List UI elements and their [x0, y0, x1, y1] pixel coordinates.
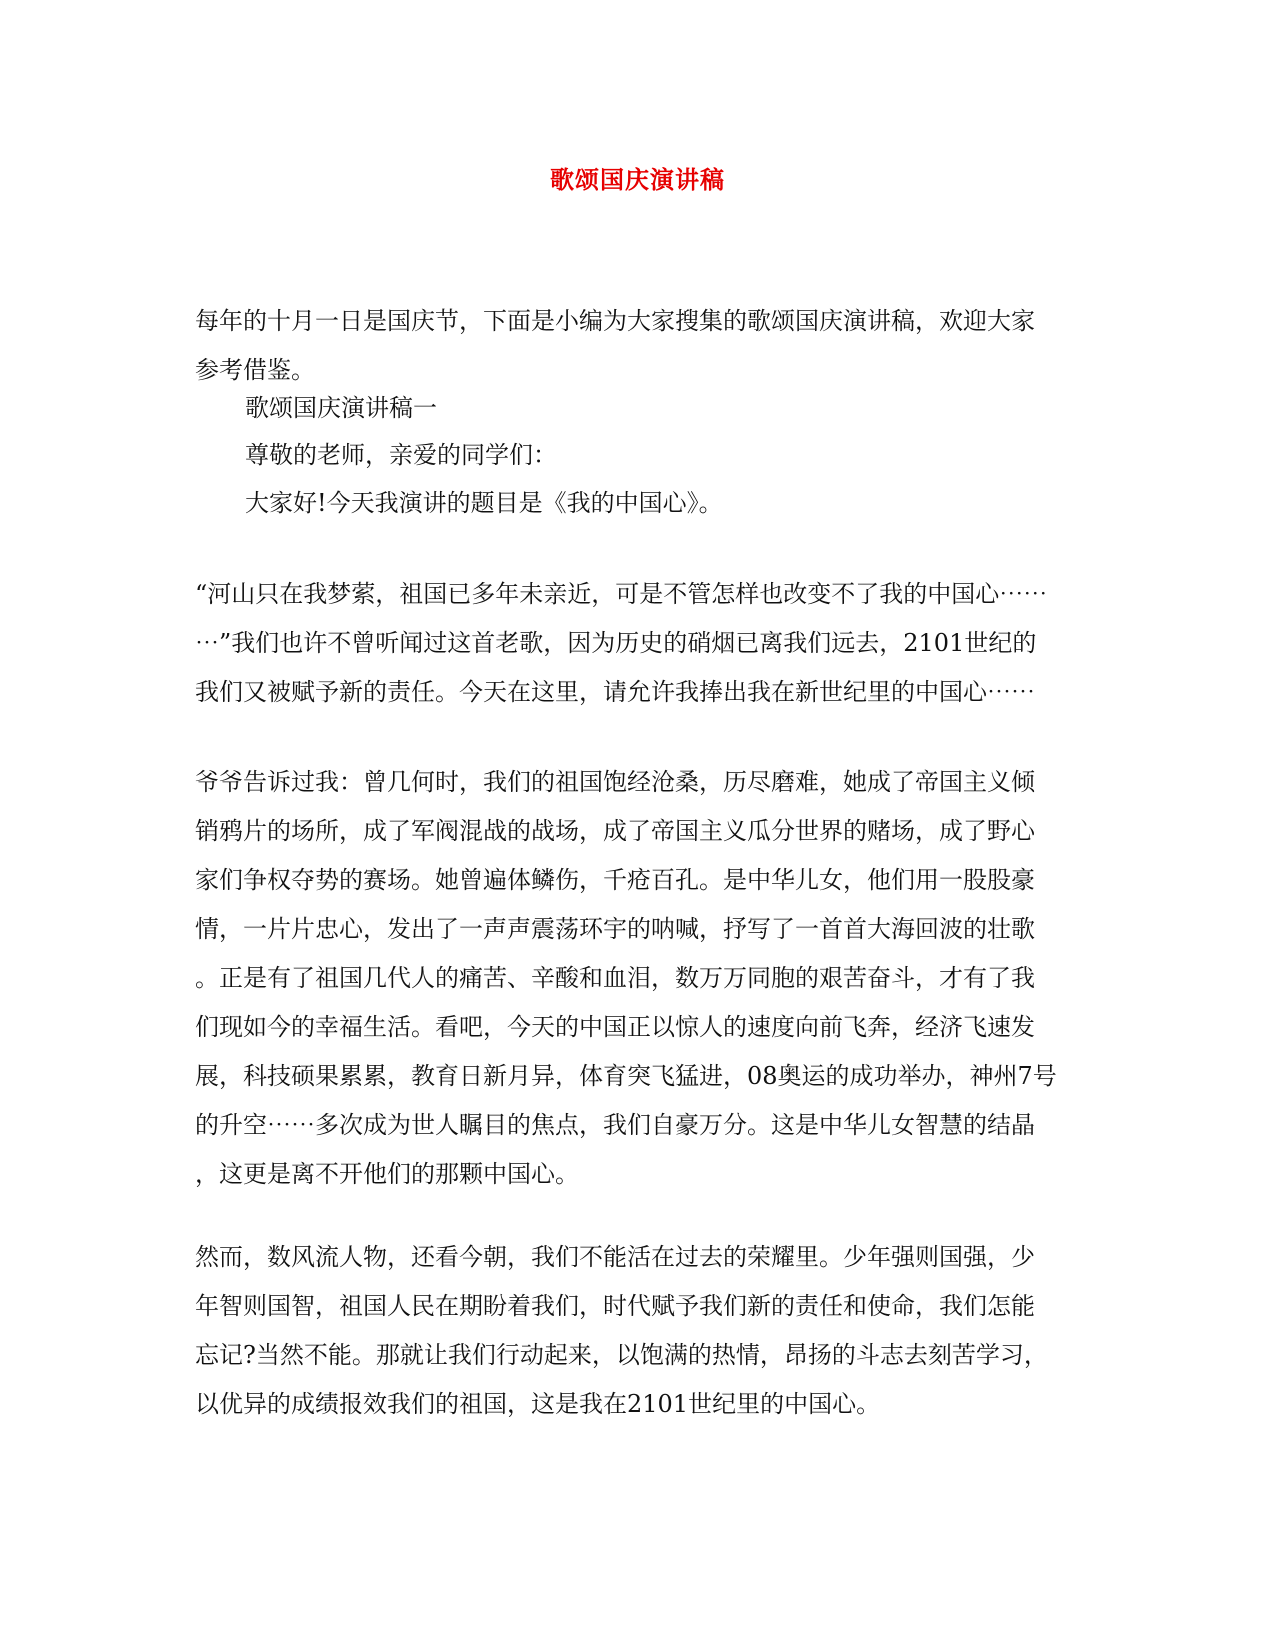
- document-title: 歌颂国庆演讲稿: [550, 165, 725, 194]
- paragraph-line: 家们争权夺势的赛场。她曾遍体鳞伤，千疮百孔。是中华儿女，他们用一股股豪: [195, 866, 1035, 894]
- intro-line: 参考借鉴。: [195, 356, 315, 384]
- paragraph-line: ⋯”我们也许不曾听闻过这首老歌，因为历史的硝烟已离我们远去，2101世纪的: [195, 629, 1037, 657]
- paragraph-line: 情，一片片忠心，发出了一声声震荡环宇的呐喊，抒写了一首首大海回波的壮歌: [195, 915, 1035, 943]
- paragraph-line: ，这更是离不开他们的那颗中国心。: [195, 1160, 579, 1188]
- paragraph-line: 忘记?当然不能。那就让我们行动起来，以饱满的热情，昂扬的斗志去刻苦学习，: [195, 1341, 1048, 1369]
- salutation: 尊敬的老师，亲爱的同学们：: [245, 441, 557, 469]
- paragraph-line: 销鸦片的场所，成了军阀混战的战场，成了帝国主义瓜分世界的赌场，成了野心: [195, 817, 1035, 845]
- paragraph-line: 我们又被赋予新的责任。今天在这里，请允许我捧出我在新世纪里的中国心⋯⋯: [195, 678, 1035, 706]
- greeting: 大家好!今天我演讲的题目是《我的中国心》。: [245, 489, 723, 517]
- paragraph-line: 然而，数风流人物，还看今朝，我们不能活在过去的荣耀里。少年强则国强，少: [195, 1243, 1035, 1271]
- body-paragraph-2: [195, 758, 1085, 1199]
- body-paragraph-1: [195, 570, 1085, 717]
- intro-line: 每年的十月一日是国庆节，下面是小编为大家搜集的歌颂国庆演讲稿，欢迎大家: [195, 307, 1035, 335]
- section-heading: 歌颂国庆演讲稿一: [245, 394, 437, 422]
- paragraph-line: 爷爷告诉过我：曾几何时，我们的祖国饱经沧桑，历尽磨难，她成了帝国主义倾: [195, 768, 1035, 796]
- paragraph-line: 们现如今的幸福生活。看吧，今天的中国正以惊人的速度向前飞奔，经济飞速发: [195, 1013, 1035, 1041]
- paragraph-line: 以优异的成绩报效我们的祖国，这是我在2101世纪里的中国心。: [195, 1390, 881, 1418]
- body-paragraph-3: [195, 1233, 1085, 1429]
- paragraph-line: 。正是有了祖国几代人的痛苦、辛酸和血泪，数万万同胞的艰苦奋斗，才有了我: [195, 964, 1035, 992]
- paragraph-line: 年智则国智，祖国人民在期盼着我们，时代赋予我们新的责任和使命，我们怎能: [195, 1292, 1035, 1320]
- paragraph-line: 的升空⋯⋯多次成为世人瞩目的焦点，我们自豪万分。这是中华儿女智慧的结晶: [195, 1111, 1035, 1139]
- paragraph-line: 展，科技硕果累累，教育日新月异，体育突飞猛进，08奥运的成功举办，神州7号: [195, 1062, 1057, 1090]
- intro-paragraph: [195, 297, 1085, 395]
- paragraph-line: “河山只在我梦萦，祖国已多年未亲近，可是不管怎样也改变不了我的中国心⋯⋯: [195, 580, 1048, 608]
